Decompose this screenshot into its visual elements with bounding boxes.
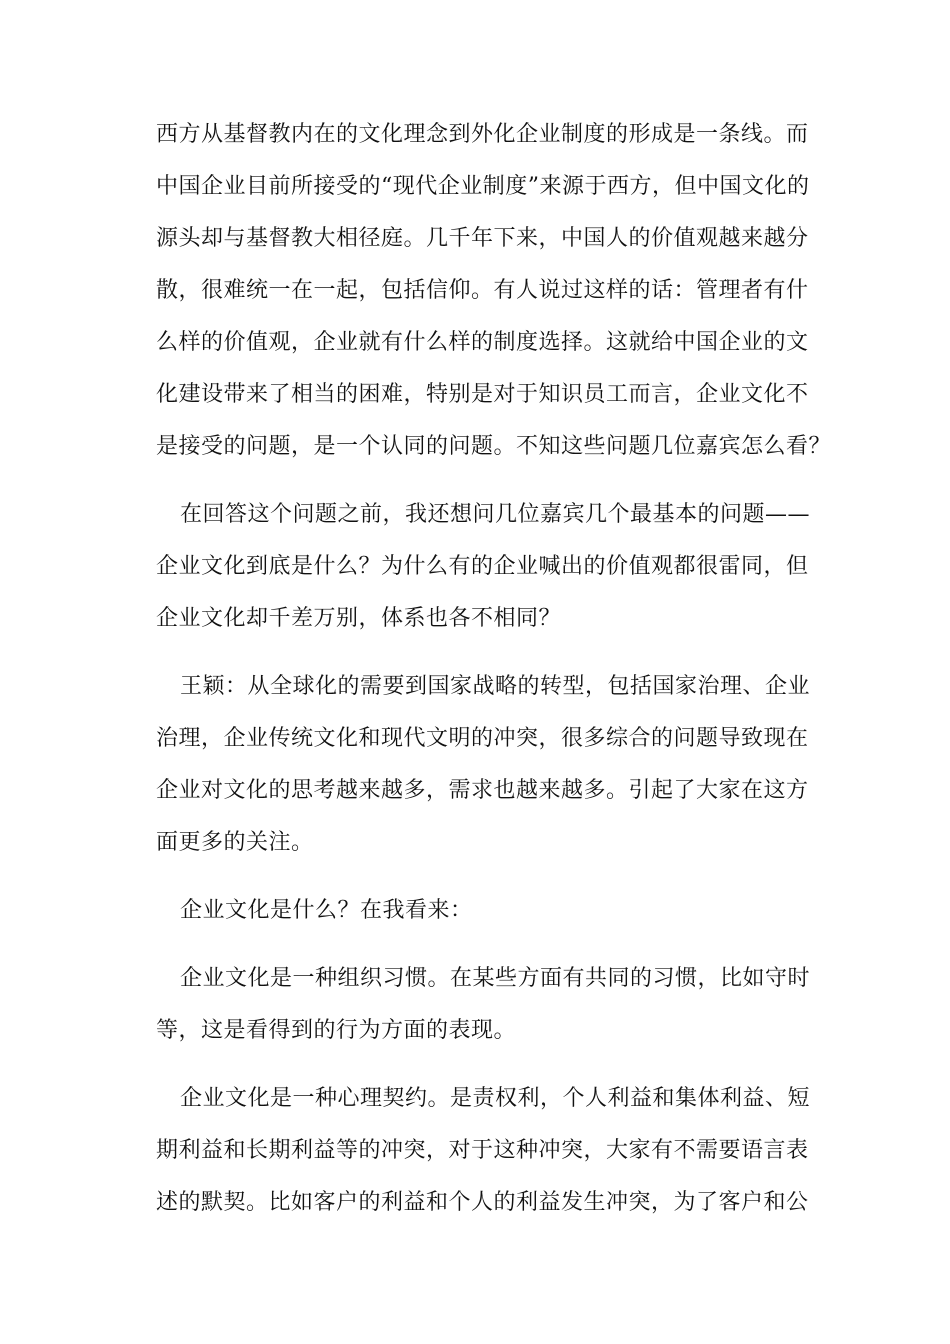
paragraph-2-line-3: 企业文化却千差万别，体系也各不相同？	[156, 606, 562, 631]
paragraph-3-line-1: 王颖：从全球化的需要到国家战略的转型，包括国家治理、企业	[180, 674, 811, 699]
paragraph-1-line-5: 么样的价值观，企业就有什么样的制度选择。这就给中国企业的文	[156, 330, 809, 355]
paragraph-2-line-1: 在回答这个问题之前，我还想问几位嘉宾几个最基本的问题——	[180, 502, 811, 527]
paragraph-5-line-2: 等，这是看得到的行为方面的表现。	[156, 1018, 517, 1043]
paragraph-1-line-4: 散，很难统一在一起，包括信仰。有人说过这样的话：管理者有什	[156, 278, 809, 303]
paragraph-1-line-7: 是接受的问题，是一个认同的问题。不知这些问题几位嘉宾怎么看？	[156, 434, 832, 459]
paragraph-3-line-3: 企业对文化的思考越来越多，需求也越来越多。引起了大家在这方	[156, 778, 809, 803]
paragraph-1-line-6: 化建设带来了相当的困难，特别是对于知识员工而言，企业文化不	[156, 382, 809, 407]
paragraph-1-line-2: 中国企业目前所接受的“现代企业制度”来源于西方，但中国文化的	[156, 174, 810, 199]
paragraph-5-line-1: 企业文化是一种组织习惯。在某些方面有共同的习惯，比如守时	[180, 966, 811, 991]
paragraph-6-line-1: 企业文化是一种心理契约。是责权利，个人利益和集体利益、短	[180, 1086, 811, 1111]
paragraph-1-line-1: 西方从基督教内在的文化理念到外化企业制度的形成是一条线。而	[156, 122, 809, 147]
paragraph-6-line-3: 述的默契。比如客户的利益和个人的利益发生冲突，为了客户和公	[156, 1190, 809, 1215]
paragraph-4-line-1: 企业文化是什么？在我看来：	[180, 898, 473, 923]
paragraph-1-line-3: 源头却与基督教大相径庭。几千年下来，中国人的价值观越来越分	[156, 226, 809, 251]
paragraph-6-line-2: 期利益和长期利益等的冲突，对于这种冲突，大家有不需要语言表	[156, 1138, 809, 1163]
paragraph-3-line-4: 面更多的关注。	[156, 830, 314, 855]
paragraph-2-line-2: 企业文化到底是什么？为什么有的企业喊出的价值观都很雷同，但	[156, 554, 809, 579]
paragraph-3-line-2: 治理，企业传统文化和现代文明的冲突，很多综合的问题导致现在	[156, 726, 809, 751]
